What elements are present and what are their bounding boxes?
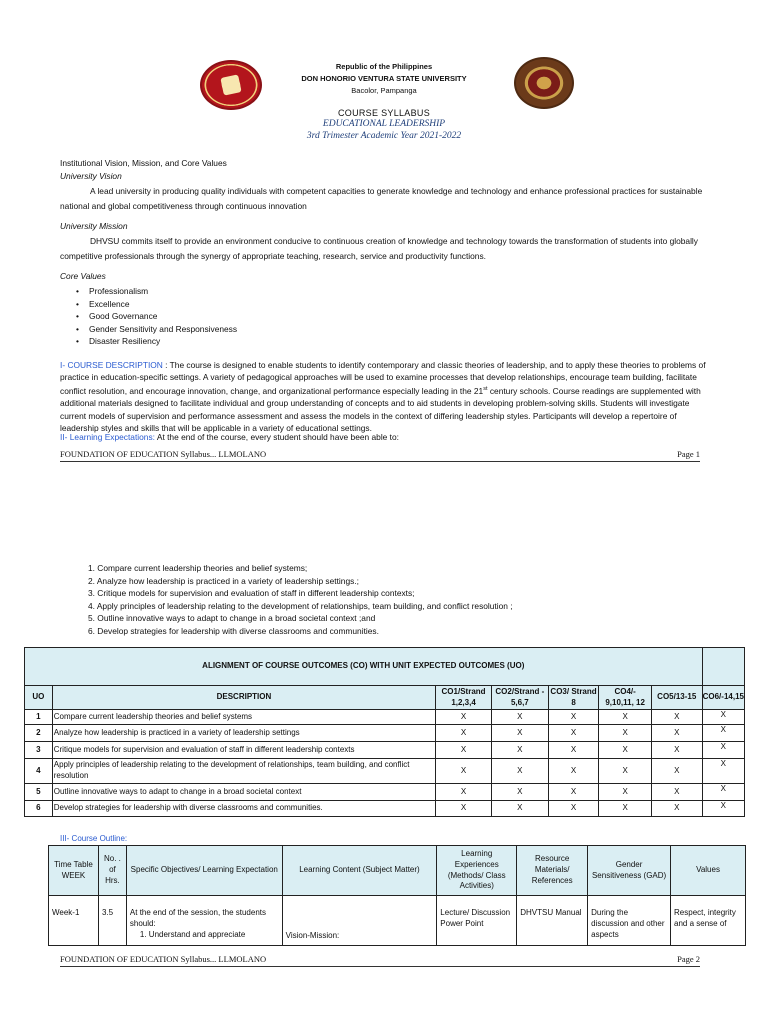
core-value-item: • Good Governance (76, 311, 158, 321)
learning-expectations-label: II- Learning Expectations: (60, 432, 155, 442)
alignment-title: ALIGNMENT OF COURSE OUTCOMES (CO) WITH UNIT EXPECTED OUTCOMES (UO) (25, 648, 703, 686)
col-co3: CO3/ Strand 8 (548, 686, 599, 710)
co-mark: X (548, 742, 599, 759)
col-co1: CO1/Strand 1,2,3,4 (436, 686, 492, 710)
co-mark: X (702, 784, 744, 801)
doc-type-title: COURSE SYLLABUS (337, 108, 431, 118)
course-outline-label: III- Course Outline: (60, 834, 128, 843)
header-location: Bacolor, Pampanga (351, 86, 417, 95)
co-mark: X (436, 784, 492, 801)
alignment-row (25, 759, 745, 784)
course-description-text-b: century schools. Course readings are supplemented with additional materials designed to facilitate individual and group understanding of concepts and to aid students in developing problem-solving skills. Students will investigate current models of supervision and performance assessment and assess the models in the context of differing leadership styles. Participants will develop a repertoire of leadership styles and skills that will be applicable in a variety of educational settings. (60, 386, 701, 433)
co-mark: X (702, 710, 744, 725)
alignment-body (25, 710, 745, 817)
uo-number: 5 (25, 784, 53, 801)
co-mark: X (491, 759, 548, 784)
co-mark: X (702, 759, 744, 784)
col-uo: UO (25, 686, 53, 710)
page-number: Page 1 (677, 449, 700, 459)
uo-number: 3 (25, 742, 53, 759)
core-values-list (76, 285, 237, 348)
co-mark: X (651, 801, 702, 817)
uo-number: 6 (25, 801, 53, 817)
col-co2: CO2/Strand - 5,6,7 (491, 686, 548, 710)
co-mark: X (548, 725, 599, 742)
core-values-label: Core Values (60, 271, 106, 281)
outline-col-resources: Resource Materials/ References (517, 846, 588, 896)
objectives-intro: At the end of the session, the students should: (129, 908, 266, 928)
outline-values: Respect, integrity and a sense of (671, 896, 746, 946)
co-mark: X (548, 801, 599, 817)
outline-week: Week-1 (49, 896, 99, 946)
outline-col-week: Time Table WEEK (49, 846, 99, 896)
course-description-sup: st (483, 386, 488, 393)
course-outcomes-list (88, 562, 513, 638)
co-mark: X (599, 759, 652, 784)
outline-col-experiences: Learning Experiences (Methods/ Class Activities) (437, 846, 517, 896)
co-mark: X (436, 742, 492, 759)
co-mark: X (436, 710, 492, 725)
co-mark: X (491, 710, 548, 725)
core-value-item: • Excellence (76, 298, 130, 309)
co-mark: X (702, 725, 744, 742)
alignment-row (25, 725, 745, 742)
uo-description: Analyze how leadership is practiced in a variety of leadership settings (52, 725, 435, 742)
course-description-text-a: : The course is designed to enable students to identify contemporary and classic theories of leadership, and to apply these theories to problems of practice in education-specific settings. A variety of pedagogical approaches will be used to examine processes that develop relationships, encourage team building, facilitate conflict resolution, and encourage innovation, change, and organizational performance especially leading in the 21 (60, 360, 706, 397)
co-mark: X (599, 725, 652, 742)
core-value-item: • Disaster Resiliency (76, 336, 161, 346)
outline-col-objectives: Specific Objectives/ Learning Expectation (126, 846, 282, 896)
header-republic: Republic of the Philippines (335, 62, 433, 71)
outline-gad: During the discussion and other aspects (588, 896, 671, 946)
outcome-item: 1. Compare current leadership theories and belief systems; (88, 563, 308, 573)
outline-content: Vision-Mission: (282, 896, 437, 946)
uo-number: 1 (25, 710, 53, 725)
co-mark: X (436, 759, 492, 784)
uo-description: Develop strategies for leadership with diverse classrooms and communities. (52, 801, 435, 817)
uo-number: 4 (25, 759, 53, 784)
co-mark: X (651, 759, 702, 784)
outline-experiences: Lecture/ Discussion Power Point (437, 896, 517, 946)
co-mark: X (651, 725, 702, 742)
course-description (60, 359, 710, 434)
uo-description: Apply principles of leadership relating to the development of relationships, team building, and conflict resolution (52, 759, 435, 784)
outline-row (49, 896, 746, 946)
course-outline-table (48, 845, 746, 946)
co-mark: X (651, 710, 702, 725)
footer-text: FOUNDATION OF EDUCATION Syllabus... LLMOLANO (60, 449, 267, 459)
outline-resources: DHVTSU Manual (517, 896, 588, 946)
co-mark: X (491, 725, 548, 742)
course-title: EDUCATIONAL LEADERSHIP (322, 119, 446, 129)
uo-description: Critique models for supervision and evaluation of staff in different leadership contexts (52, 742, 435, 759)
outline-objectives (126, 896, 282, 946)
co-mark: X (599, 710, 652, 725)
outline-hrs: 3.5 (98, 896, 126, 946)
col-co6: CO6/-14,15 (702, 686, 744, 710)
learning-expectations-text: At the end of the course, every student should have been able to: (156, 432, 399, 442)
course-description-label: I- COURSE DESCRIPTION (60, 360, 163, 370)
mission-label: University Mission (60, 221, 128, 231)
vision-text: A lead university in producing quality individuals with competent capacities to generate knowledge and technology and enhance professional practices for sustainable national and global competitiveness through continuous innovation (60, 186, 703, 211)
outcome-item: 2. Analyze how leadership is practiced in a variety of leadership settings.; (88, 575, 359, 586)
alignment-row (25, 784, 745, 801)
outcome-item: 6. Develop strategies for leadership with diverse classrooms and communities. (88, 625, 379, 636)
outline-col-hrs: No. . of Hrs. (98, 846, 126, 896)
co-mark: X (702, 801, 744, 817)
co-mark: X (599, 784, 652, 801)
co-mark: X (491, 742, 548, 759)
outline-col-values: Values (671, 846, 746, 896)
col-co4: CO4/- 9,10,11, 12 (599, 686, 652, 710)
alignment-row (25, 742, 745, 759)
co-mark: X (548, 759, 599, 784)
objectives-item: 1. Understand and appreciate (139, 929, 246, 939)
uo-number: 2 (25, 725, 53, 742)
core-value-item: • Professionalism (76, 286, 149, 296)
footer-text: FOUNDATION OF EDUCATION Syllabus... LLMOLANO (60, 954, 267, 964)
co-mark: X (436, 801, 492, 817)
uo-description: Compare current leadership theories and belief systems (52, 710, 435, 725)
co-mark: X (548, 784, 599, 801)
header-university: DON HONORIO VENTURA STATE UNIVERSITY (301, 74, 467, 83)
alignment-row (25, 710, 745, 725)
page-number: Page 2 (677, 954, 700, 964)
page-footer-1 (60, 449, 700, 462)
outcome-item: 5. Outline innovative ways to adapt to change in a broad societal context ;and (88, 613, 376, 624)
outcome-item: 3. Critique models for supervision and evaluation of staff in different leadership contexts; (88, 588, 415, 599)
co-mark: X (491, 784, 548, 801)
col-description: DESCRIPTION (52, 686, 435, 710)
syllabus-page-1 (0, 0, 768, 470)
vision-label: University Vision (60, 171, 122, 181)
co-mark: X (599, 742, 652, 759)
co-mark: X (548, 710, 599, 725)
outline-col-content: Learning Content (Subject Matter) (282, 846, 437, 896)
mission-text: DHVSU commits itself to provide an environment conducive to continuous creation of knowledge and technology towards the transformation of students into globally competitive professionals through the synergy of appropriate teaching, research, service and productivity functions. (60, 236, 698, 261)
co-mark: X (651, 742, 702, 759)
outline-col-gad: Gender Sensitiveness (GAD) (588, 846, 671, 896)
term-title: 3rd Trimester Academic Year 2021-2022 (306, 131, 462, 141)
uo-description: Outline innovative ways to adapt to change in a broad societal context (52, 784, 435, 801)
vmc-section-title: Institutional Vision, Mission, and Core Values (60, 158, 227, 168)
co-mark: X (491, 801, 548, 817)
alignment-table (24, 647, 745, 817)
col-co5: CO5/13-15 (651, 686, 702, 710)
co-mark: X (702, 742, 744, 759)
co-mark: X (599, 801, 652, 817)
co-mark: X (436, 725, 492, 742)
page-footer-2 (60, 954, 700, 967)
learning-expectations (60, 432, 710, 443)
alignment-row (25, 801, 745, 817)
core-value-item: • Gender Sensitivity and Responsiveness (76, 323, 238, 334)
co-mark: X (651, 784, 702, 801)
outcome-item: 4. Apply principles of leadership relating to the development of relationships, team building, and conflict resolution ; (88, 600, 513, 611)
